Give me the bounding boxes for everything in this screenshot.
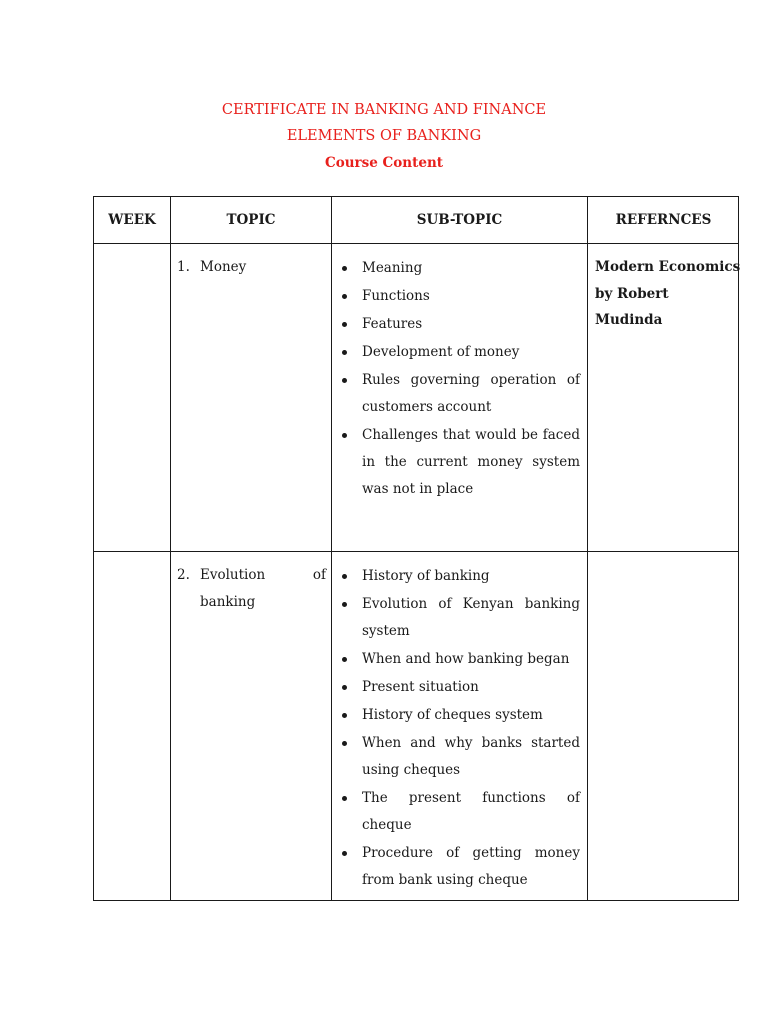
- column-divider: [331, 197, 332, 900]
- topic-name-part: of: [312, 567, 326, 583]
- column-header-sub-topic: SUB-TOPIC: [416, 212, 503, 228]
- reference-line: Mudinda: [595, 312, 663, 328]
- topic-number: 1.: [177, 259, 190, 275]
- list-item: When and how banking began: [338, 646, 580, 673]
- topic-cell: [177, 562, 326, 616]
- topic-name: Money: [200, 259, 247, 275]
- list-item: History of banking: [338, 563, 580, 590]
- list-item: Functions: [338, 283, 580, 310]
- course-title: ELEMENTS OF BANKING: [286, 128, 482, 144]
- reference-line: by Robert: [595, 285, 669, 302]
- header-divider: [94, 243, 738, 244]
- topic-number: 2.: [177, 567, 190, 583]
- list-item: The present functions of cheque: [338, 785, 580, 839]
- list-item: Challenges that would be faced in the current money system was not in place: [338, 422, 580, 503]
- column-header-references: REFERNCES: [615, 212, 712, 228]
- list-item: History of cheques system: [338, 702, 580, 729]
- row-divider: [94, 551, 738, 552]
- column-divider: [587, 197, 588, 900]
- course-content-heading: Course Content: [324, 155, 443, 171]
- sub-topic-list: [338, 563, 580, 895]
- topic-name-part: banking: [200, 594, 256, 610]
- topic-name-part: Evolution: [200, 567, 266, 583]
- reference-line: Modern Economics: [595, 259, 741, 275]
- certificate-title: CERTIFICATE IN BANKING AND FINANCE: [221, 102, 547, 118]
- list-item: Features: [338, 311, 580, 338]
- course-content-table: [93, 196, 739, 901]
- list-item: Meaning: [338, 255, 580, 282]
- list-item: Evolution of Kenyan banking system: [338, 591, 580, 645]
- list-item: Rules governing operation of customers account: [338, 367, 580, 421]
- topic-cell: [177, 254, 327, 281]
- column-divider: [170, 197, 171, 900]
- column-header-topic: TOPIC: [226, 212, 276, 228]
- sub-topic-list: [338, 255, 580, 504]
- list-item: Development of money: [338, 339, 580, 366]
- list-item: Present situation: [338, 674, 580, 701]
- references-cell: [595, 254, 741, 334]
- list-item: When and why banks started using cheques: [338, 730, 580, 784]
- column-header-week: WEEK: [108, 212, 156, 228]
- list-item: Procedure of getting money from bank using cheque: [338, 840, 580, 894]
